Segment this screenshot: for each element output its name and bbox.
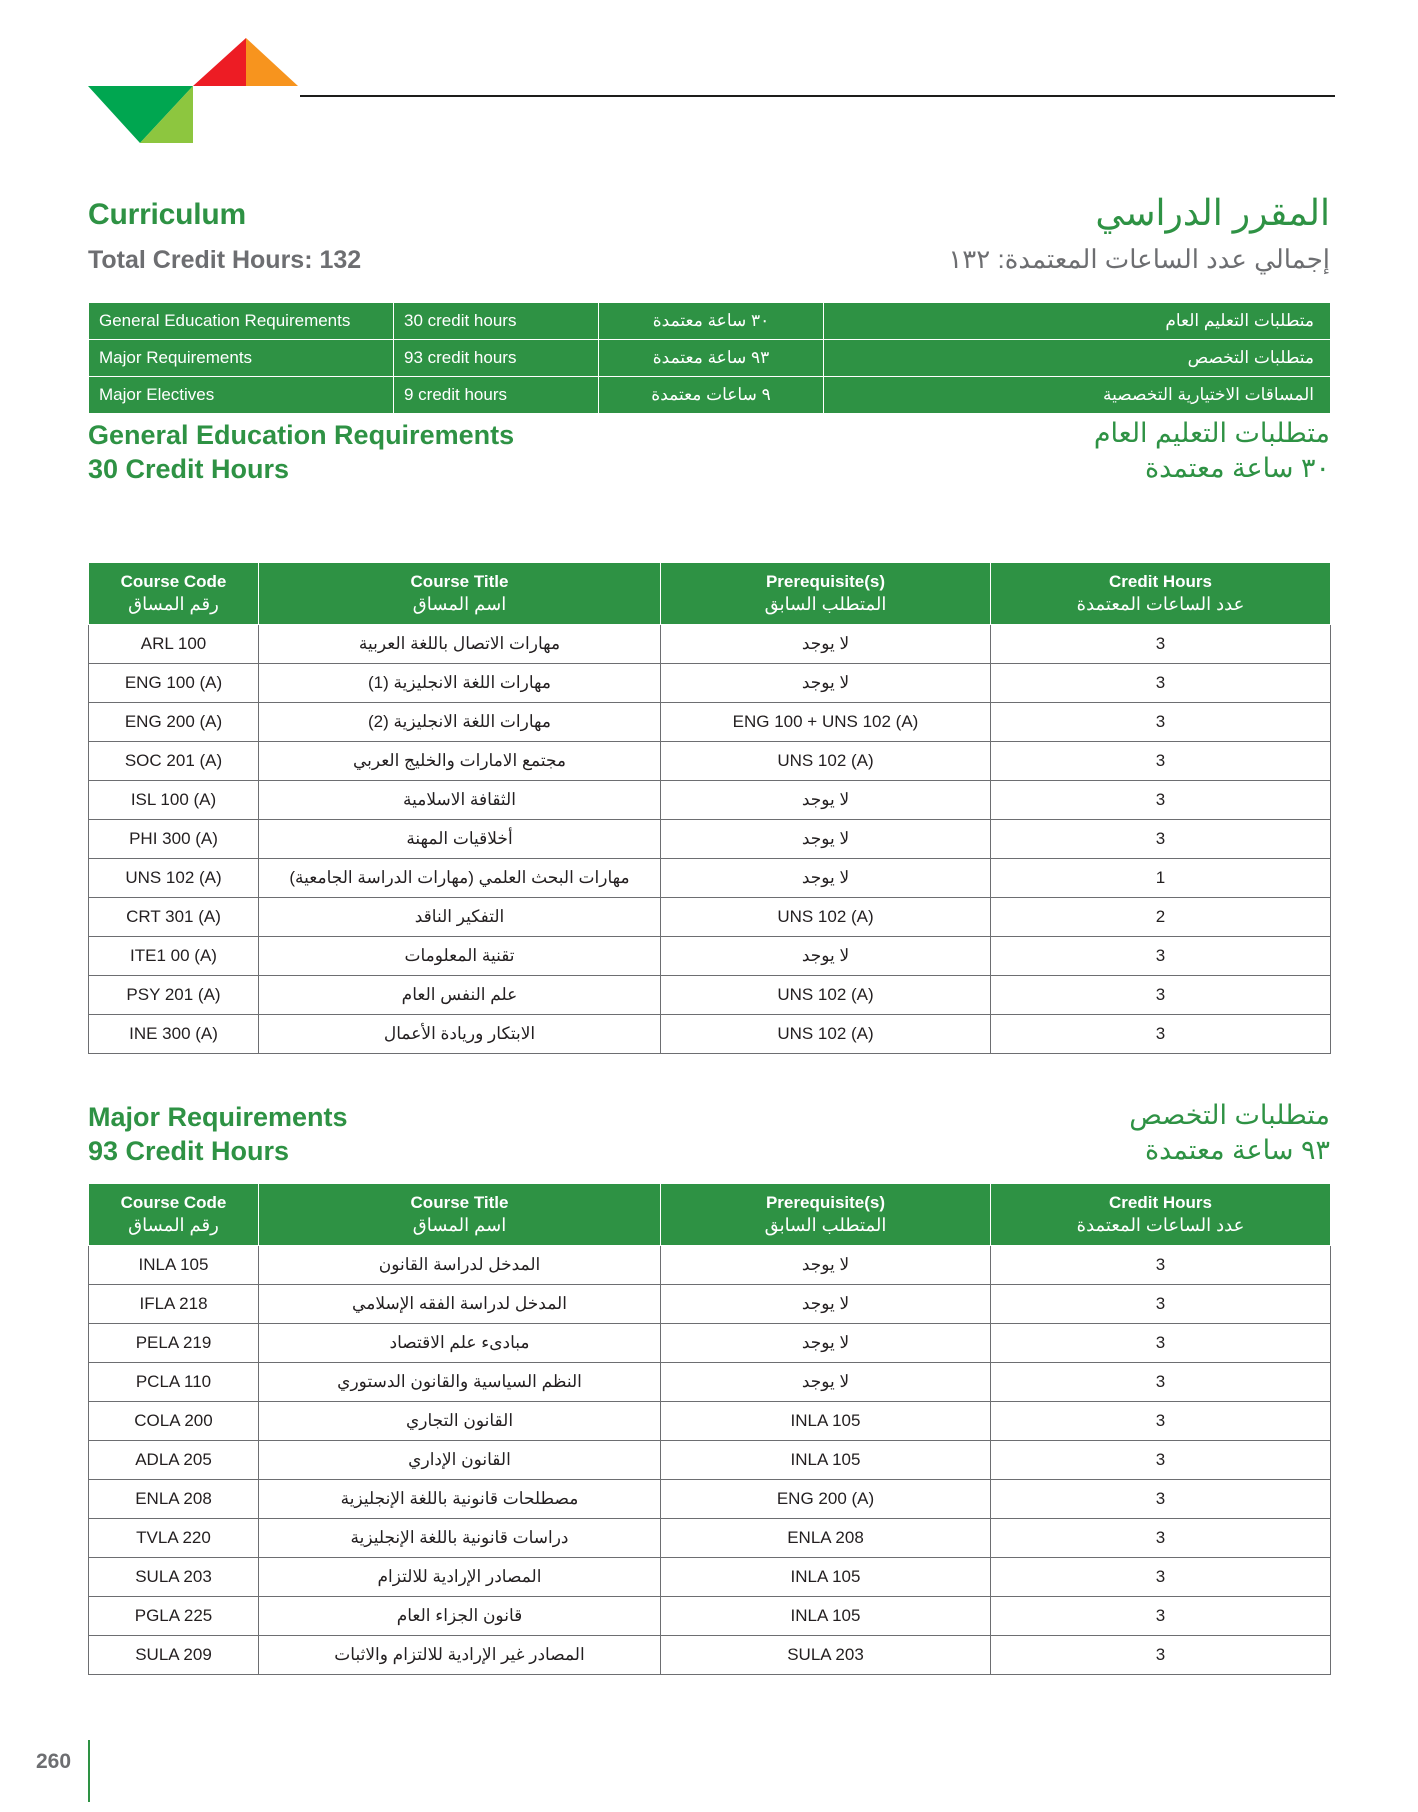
prerequisite-cell: UNS 102 (A) (661, 898, 991, 937)
column-header-course-title-en: Course Title (410, 1193, 509, 1212)
course-code-cell: ISL 100 (A) (89, 781, 259, 820)
course-code-cell: UNS 102 (A) (89, 859, 259, 898)
table-row (89, 1480, 1331, 1519)
column-header-prerequisite-ar: المتطلب السابق (764, 1215, 887, 1235)
summary-hours-en: 93 credit hours (394, 340, 599, 377)
prerequisite-cell: لا يوجد (661, 625, 991, 664)
course-code-cell: SULA 209 (89, 1636, 259, 1675)
credit-hours-cell: 3 (991, 1324, 1331, 1363)
course-code-cell: SOC 201 (A) (89, 742, 259, 781)
prerequisite-cell: لا يوجد (661, 859, 991, 898)
course-title-cell: قانون الجزاء العام (259, 1597, 661, 1636)
course-title-cell: مهارات الاتصال باللغة العربية (259, 625, 661, 664)
credit-hours-cell: 3 (991, 742, 1331, 781)
credit-hours-cell: 3 (991, 976, 1331, 1015)
credit-hours-cell: 3 (991, 820, 1331, 859)
column-header-course-title (259, 1184, 661, 1246)
table-row (89, 1519, 1331, 1558)
column-header-prerequisite-ar: المتطلب السابق (764, 594, 887, 614)
institution-logo (88, 38, 298, 143)
table-row (89, 1246, 1331, 1285)
summary-hours-en: 9 credit hours (394, 377, 599, 414)
prerequisite-cell: INLA 105 (661, 1558, 991, 1597)
course-code-cell: ENLA 208 (89, 1480, 259, 1519)
course-title-cell: مصطلحات قانونية باللغة الإنجليزية (259, 1480, 661, 1519)
prerequisite-cell: SULA 203 (661, 1636, 991, 1675)
prerequisite-cell: INLA 105 (661, 1402, 991, 1441)
prerequisite-cell: UNS 102 (A) (661, 742, 991, 781)
column-header-course-code-en: Course Code (120, 1193, 227, 1212)
course-title-cell: النظم السياسية والقانون الدستوري (259, 1363, 661, 1402)
column-header-credit-hours-ar: عدد الساعات المعتمدة (1076, 1215, 1245, 1235)
prerequisite-cell: لا يوجد (661, 1246, 991, 1285)
course-title-cell: علم النفس العام (259, 976, 661, 1015)
prerequisite-cell: لا يوجد (661, 1285, 991, 1324)
page-title-en: Curriculum (88, 198, 247, 231)
credit-hours-cell: 1 (991, 859, 1331, 898)
page-title-ar: المقرر الدراسي (1095, 192, 1330, 233)
course-code-cell: SULA 203 (89, 1558, 259, 1597)
section-heading-general-education (88, 418, 1330, 498)
column-header-course-code (89, 1184, 259, 1246)
course-code-cell: IFLA 218 (89, 1285, 259, 1324)
column-header-credit-hours-ar: عدد الساعات المعتمدة (1076, 594, 1245, 614)
table-row (89, 859, 1331, 898)
course-code-cell: TVLA 220 (89, 1519, 259, 1558)
credit-hours-cell: 2 (991, 898, 1331, 937)
table-row (89, 1324, 1331, 1363)
credit-hours-cell: 3 (991, 1015, 1331, 1054)
table-row (89, 1285, 1331, 1324)
credit-hours-cell: 3 (991, 1441, 1331, 1480)
prerequisite-cell: لا يوجد (661, 1324, 991, 1363)
section-heading-ar-line2: ٣٠ ساعة معتمدة (1144, 453, 1330, 483)
course-title-cell: المدخل لدراسة الفقه الإسلامي (259, 1285, 661, 1324)
table-row (89, 1015, 1331, 1054)
column-header-prerequisite-en: Prerequisite(s) (765, 572, 886, 591)
column-header-credit-hours-en: Credit Hours (1109, 1193, 1212, 1212)
column-header-course-title-ar: اسم المساق (412, 594, 507, 614)
column-header-prerequisite (661, 563, 991, 625)
column-header-prerequisite (661, 1184, 991, 1246)
logo-triangles-icon (88, 38, 298, 143)
course-code-cell: ITE1 00 (A) (89, 937, 259, 976)
credit-hours-cell: 3 (991, 703, 1331, 742)
section-heading-ar (1094, 416, 1330, 486)
summary-label-ar: متطلبات التخصص (824, 340, 1331, 377)
course-title-cell: مهارات البحث العلمي (مهارات الدراسة الجامعية) (259, 859, 661, 898)
summary-hours-ar: ٣٠ ساعة معتمدة (599, 303, 824, 340)
page-number: 260 (36, 1750, 72, 1773)
course-title-cell: مهارات اللغة الانجليزية (1) (259, 664, 661, 703)
general-education-rows (89, 625, 1331, 1054)
page-subtitle-en: Total Credit Hours: 132 (88, 246, 362, 274)
course-title-cell: تقنية المعلومات (259, 937, 661, 976)
column-header-course-title-en: Course Title (410, 572, 509, 591)
column-header-credit-hours-en: Credit Hours (1109, 572, 1212, 591)
table-header-row (89, 563, 1331, 625)
credit-hours-cell: 3 (991, 937, 1331, 976)
section-heading-ar-line1: متطلبات التعليم العام (1093, 418, 1330, 448)
major-requirements-courses-table (88, 1183, 1331, 1675)
course-title-cell: مهارات اللغة الانجليزية (2) (259, 703, 661, 742)
column-header-course-code-ar: رقم المساق (128, 594, 219, 614)
course-code-cell: CRT 301 (A) (89, 898, 259, 937)
table-row (89, 898, 1331, 937)
table-row (89, 937, 1331, 976)
column-header-course-title (259, 563, 661, 625)
table-header-row (89, 1184, 1331, 1246)
credit-hours-cell: 3 (991, 1636, 1331, 1675)
section-heading-en (88, 1100, 348, 1168)
course-code-cell: PHI 300 (A) (89, 820, 259, 859)
course-code-cell: PELA 219 (89, 1324, 259, 1363)
table-row (89, 664, 1331, 703)
course-title-cell: التفكير الناقد (259, 898, 661, 937)
section-heading-ar (1129, 1098, 1330, 1168)
prerequisite-cell: لا يوجد (661, 781, 991, 820)
course-title-cell: مبادىء علم الاقتصاد (259, 1324, 661, 1363)
credit-hours-cell: 3 (991, 1519, 1331, 1558)
prerequisite-cell: INLA 105 (661, 1441, 991, 1480)
prerequisite-cell: لا يوجد (661, 820, 991, 859)
column-header-credit-hours (991, 1184, 1331, 1246)
course-code-cell: ENG 200 (A) (89, 703, 259, 742)
table-row (89, 820, 1331, 859)
section-heading-ar-line1: متطلبات التخصص (1129, 1100, 1330, 1130)
course-code-cell: PGLA 225 (89, 1597, 259, 1636)
course-title-cell: المصادر غير الإرادية للالتزام والاثبات (259, 1636, 661, 1675)
table-row (89, 1363, 1331, 1402)
course-code-cell: INLA 105 (89, 1246, 259, 1285)
summary-hours-en: 30 credit hours (394, 303, 599, 340)
section-heading-en (88, 418, 514, 486)
course-title-cell: الابتكار وريادة الأعمال (259, 1015, 661, 1054)
section-heading-en-line2: 30 Credit Hours (88, 454, 290, 484)
credit-hours-cell: 3 (991, 781, 1331, 820)
table-row (89, 340, 1331, 377)
prerequisite-cell: لا يوجد (661, 1363, 991, 1402)
prerequisite-cell: UNS 102 (A) (661, 976, 991, 1015)
page-subtitle-ar: إجمالي عدد الساعات المعتمدة: ١٣٢ (948, 244, 1330, 274)
credit-hours-cell: 3 (991, 1558, 1331, 1597)
page-title-block (88, 192, 1330, 308)
course-code-cell: PSY 201 (A) (89, 976, 259, 1015)
prerequisite-cell: ENG 100 + UNS 102 (A) (661, 703, 991, 742)
credit-hours-cell: 3 (991, 625, 1331, 664)
summary-label-en: General Education Requirements (89, 303, 394, 340)
prerequisite-cell: ENG 200 (A) (661, 1480, 991, 1519)
table-row (89, 781, 1331, 820)
credit-hours-cell: 3 (991, 1285, 1331, 1324)
table-row (89, 976, 1331, 1015)
summary-hours-ar: ٩٣ ساعة معتمدة (599, 340, 824, 377)
section-heading-en-line1: Major Requirements (88, 1102, 348, 1132)
credit-hours-cell: 3 (991, 1480, 1331, 1519)
summary-label-ar: متطلبات التعليم العام (824, 303, 1331, 340)
course-title-cell: المصادر الإرادية للالتزام (259, 1558, 661, 1597)
table-row (89, 703, 1331, 742)
course-code-cell: ADLA 205 (89, 1441, 259, 1480)
prerequisite-cell: INLA 105 (661, 1597, 991, 1636)
column-header-credit-hours (991, 563, 1331, 625)
summary-label-en: Major Electives (89, 377, 394, 414)
column-header-course-title-ar: اسم المساق (412, 1215, 507, 1235)
summary-label-ar: المساقات الاختيارية التخصصية (824, 377, 1331, 414)
table-row (89, 625, 1331, 664)
table-row (89, 1558, 1331, 1597)
prerequisite-cell: ENLA 208 (661, 1519, 991, 1558)
prerequisite-cell: لا يوجد (661, 937, 991, 976)
credit-hours-cell: 3 (991, 1402, 1331, 1441)
table-row (89, 1597, 1331, 1636)
course-code-cell: ARL 100 (89, 625, 259, 664)
section-heading-en-line1: General Education Requirements (88, 420, 515, 450)
course-title-cell: القانون الإداري (259, 1441, 661, 1480)
credit-hours-summary-table (88, 302, 1331, 414)
table-row (89, 742, 1331, 781)
column-header-course-code-en: Course Code (120, 572, 227, 591)
course-title-cell: القانون التجاري (259, 1402, 661, 1441)
table-row (89, 303, 1331, 340)
column-header-course-code-ar: رقم المساق (128, 1215, 219, 1235)
section-heading-ar-line2: ٩٣ ساعة معتمدة (1144, 1135, 1330, 1165)
table-row (89, 1441, 1331, 1480)
general-education-courses-table (88, 562, 1331, 1054)
credit-hours-cell: 3 (991, 1363, 1331, 1402)
course-title-cell: دراسات قانونية باللغة الإنجليزية (259, 1519, 661, 1558)
section-heading-en-line2: 93 Credit Hours (88, 1136, 290, 1166)
column-header-prerequisite-en: Prerequisite(s) (765, 1193, 886, 1212)
course-code-cell: INE 300 (A) (89, 1015, 259, 1054)
table-row (89, 377, 1331, 414)
course-code-cell: ENG 100 (A) (89, 664, 259, 703)
credit-hours-cell: 3 (991, 1246, 1331, 1285)
course-title-cell: الثقافة الاسلامية (259, 781, 661, 820)
footer-divider (88, 1740, 90, 1802)
prerequisite-cell: لا يوجد (661, 664, 991, 703)
column-header-course-code (89, 563, 259, 625)
course-code-cell: COLA 200 (89, 1402, 259, 1441)
major-requirements-rows (89, 1246, 1331, 1675)
credit-hours-cell: 3 (991, 1597, 1331, 1636)
prerequisite-cell: UNS 102 (A) (661, 1015, 991, 1054)
header-divider (300, 95, 1335, 97)
section-heading-major-requirements (88, 1100, 1330, 1180)
summary-label-en: Major Requirements (89, 340, 394, 377)
summary-hours-ar: ٩ ساعات معتمدة (599, 377, 824, 414)
credit-hours-cell: 3 (991, 664, 1331, 703)
course-title-cell: أخلاقيات المهنة (259, 820, 661, 859)
course-title-cell: مجتمع الامارات والخليج العربي (259, 742, 661, 781)
table-row (89, 1636, 1331, 1675)
course-code-cell: PCLA 110 (89, 1363, 259, 1402)
course-title-cell: المدخل لدراسة القانون (259, 1246, 661, 1285)
table-row (89, 1402, 1331, 1441)
